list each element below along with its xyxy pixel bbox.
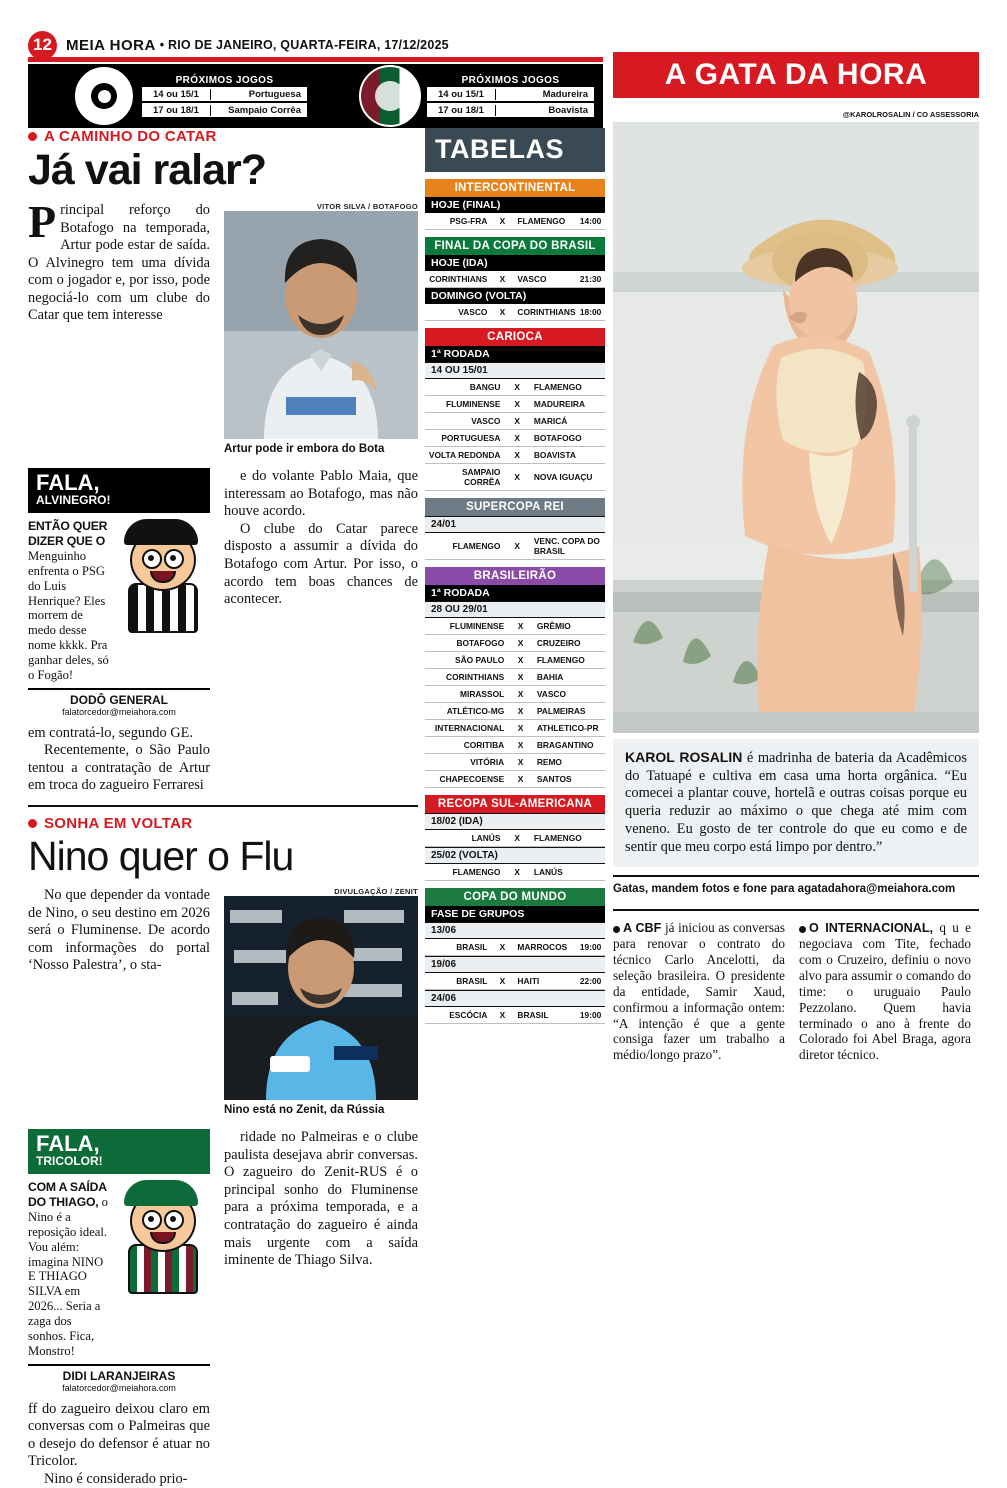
competition-block — [425, 567, 605, 788]
away-team: VENC. COPA DO BRASIL — [528, 533, 605, 560]
versus-separator: X — [506, 430, 527, 447]
story2-photo-credit: DIVULGAÇÃO / ZENIT — [334, 887, 418, 896]
fixture-round-label: 1ª RODADA — [425, 585, 605, 601]
fluminense-games — [427, 73, 602, 119]
fixture-table — [425, 618, 605, 788]
fixture-date-label: 14 OU 15/01 — [425, 362, 605, 379]
fala-alvinegro-title — [28, 468, 210, 513]
story2-kicker-label: SONHA EM VOLTAR — [44, 815, 193, 832]
competition-header: FINAL DA COPA DO BRASIL — [425, 237, 605, 255]
story2-photo — [224, 896, 418, 1100]
botafogo-games-header: PRÓXIMOS JOGOS — [175, 75, 274, 86]
fixture-table — [425, 304, 605, 321]
story1-photo-col — [224, 202, 418, 456]
bullet-icon — [28, 132, 37, 141]
story2-col2-p2: Nino é considerado prio- — [44, 1470, 188, 1487]
story1-lead-col — [28, 196, 210, 456]
table-row — [425, 771, 605, 788]
away-team: FLAMENGO — [511, 213, 576, 230]
drop-cap: P — [28, 196, 57, 247]
story1-top — [28, 196, 418, 456]
fala-alvinegro-email: falatorcedor@meiahora.com — [62, 706, 176, 717]
club-botafogo — [28, 64, 315, 128]
table-row — [425, 618, 605, 635]
briefs-section — [613, 909, 979, 1063]
story1-kicker-label: A CAMINHO DO CATAR — [44, 128, 217, 145]
story1-headline: Já vai ralar? — [28, 146, 267, 194]
masthead-top — [28, 30, 603, 60]
fixture-round-label: HOJE (FINAL) — [425, 197, 605, 213]
gata-banner-label: A GATA DA HORA — [664, 58, 928, 91]
table-row — [425, 635, 605, 652]
fixture-table — [425, 1007, 605, 1024]
gata-paragraph — [625, 749, 967, 856]
home-team: ESCÓCIA — [425, 1007, 493, 1024]
away-team: CRUZEIRO — [531, 635, 605, 652]
story1-photo — [224, 211, 418, 439]
home-team: SAMPAIO CORRÊA — [425, 464, 506, 491]
competition-header: CARIOCA — [425, 328, 605, 346]
versus-separator: X — [510, 686, 531, 703]
mascot-botafogo-icon — [114, 513, 210, 631]
home-team: INTERNACIONAL — [425, 720, 510, 737]
table-row — [425, 754, 605, 771]
home-team: MIRASSOL — [425, 686, 510, 703]
away-team: MADUREIRA — [528, 396, 605, 413]
match-time: 19:00 — [576, 939, 605, 956]
table-row — [425, 464, 605, 491]
story2-col3 — [224, 1129, 418, 1392]
table-row — [425, 864, 605, 881]
competition-header: INTERCONTINENTAL — [425, 179, 605, 197]
fala-alvinegro-signature-block — [28, 688, 210, 717]
versus-separator: X — [493, 271, 511, 288]
versus-separator: X — [493, 213, 511, 230]
away-team: GRÊMIO — [531, 618, 605, 635]
away-team: BOAVISTA — [528, 447, 605, 464]
club-fluminense — [315, 64, 602, 128]
story1-photo-credit: VITOR SILVA / BOTAFOGO — [316, 202, 418, 211]
right-column — [613, 110, 979, 1063]
table-row — [425, 973, 605, 990]
home-team: CORINTHIANS — [425, 669, 510, 686]
masthead-red-rule — [28, 57, 603, 62]
masthead — [28, 30, 603, 116]
away-team: BAHIA — [531, 669, 605, 686]
versus-separator: X — [506, 396, 527, 413]
fixture-date-label: 24/06 — [425, 990, 605, 1007]
story2-top — [28, 887, 418, 1117]
versus-separator: X — [506, 447, 527, 464]
game-opponent: Madureira — [495, 89, 594, 100]
table-row — [427, 87, 594, 101]
home-team: ATLÉTICO-MG — [425, 703, 510, 720]
home-team: FLAMENGO — [425, 533, 506, 560]
brief-text: q u e negociava com Tite, fechado com o Cruzeiro, definiu o novo alvo para assumir o comando do time: o uruguaio Paulo Pezzolano. Quem havia terminado o ano à frente do Colorado foi Abel Braga, agora diretor técnico. — [799, 920, 971, 1063]
botafogo-crest-icon — [72, 64, 136, 128]
versus-separator: X — [493, 1007, 511, 1024]
gata-footer-note: Gatas, mandem fotos e fone para agatadahora@meiahora.com — [613, 875, 979, 895]
story2-lead-col — [28, 887, 210, 1117]
fixture-table — [425, 973, 605, 990]
home-team: PORTUGUESA — [425, 430, 506, 447]
bullet-icon — [613, 926, 620, 933]
spacer-col-2 — [224, 1401, 418, 1488]
table-row — [425, 830, 605, 847]
story2-col2-p1: ff do zagueiro deixou claro em conversas com o Palmeiras que o desejo do defensor é atuar no Tricolor. — [28, 1400, 210, 1470]
fixture-date-label: 24/01 — [425, 516, 605, 533]
fixture-date-label: 25/02 (VOLTA) — [425, 847, 605, 864]
fala-tricolor-lead: COM A SAÍDA DO THIAGO, — [28, 1180, 107, 1210]
fala-tricolor-title-line1: FALA, — [36, 1131, 100, 1157]
competition-block — [425, 179, 605, 230]
story2-headline: Nino quer o Flu — [28, 833, 294, 879]
versus-separator: X — [493, 973, 511, 990]
table-row — [425, 1007, 605, 1024]
table-row — [425, 413, 605, 430]
gata-text-block — [613, 739, 979, 867]
story1-col2 — [224, 468, 418, 717]
match-time: 22:00 — [576, 973, 605, 990]
home-team: VITÓRIA — [425, 754, 510, 771]
gata-photo-credit: @KAROLROSALIN / CO ASSESSORIA — [842, 110, 979, 119]
table-row — [142, 103, 307, 117]
fixture-date-label: 19/06 — [425, 956, 605, 973]
gata-description: é madrinha de bateria da Acadêmicos do Tatuapé e cultiva em casa uma horta orgânica. “Eu comecei a plantar couve, hortelã e outras coisas porque eu queria reduzir ao máximo o que chega até mim com veneno. Eu gosto de ter controle do que eu como e de sentir que meu corpo está limpo por dentro.” — [625, 750, 967, 855]
home-team: CORINTHIANS — [425, 271, 493, 288]
story1-col2-text — [224, 468, 418, 609]
competition-block — [425, 328, 605, 491]
table-row — [425, 737, 605, 754]
game-date: 17 ou 18/1 — [153, 104, 199, 116]
away-team: ATHLETICO-PR — [531, 720, 605, 737]
table-row — [425, 720, 605, 737]
versus-separator: X — [510, 754, 531, 771]
table-row — [427, 103, 594, 117]
fixture-table — [425, 271, 605, 288]
competition-header: RECOPA SUL-AMERICANA — [425, 795, 605, 813]
fixture-table — [425, 533, 605, 560]
competition-block — [425, 795, 605, 881]
page-number: 12 — [28, 31, 57, 60]
brief-item — [799, 920, 971, 1063]
versus-separator: X — [510, 737, 531, 754]
competition-block — [425, 888, 605, 1024]
home-team: VASCO — [425, 304, 493, 321]
fixture-round-label: FASE DE GRUPOS — [425, 906, 605, 922]
versus-separator: X — [510, 618, 531, 635]
away-team: NOVA IGUAÇU — [528, 464, 605, 491]
fala-alvinegro-lead: ENTÃO QUER DIZER QUE O — [28, 519, 108, 549]
away-team: BRASIL — [511, 1007, 576, 1024]
mascot-cap — [124, 1180, 198, 1206]
versus-separator: X — [510, 703, 531, 720]
fala-tricolor-signature-block — [28, 1364, 210, 1393]
story1-col1-cont — [28, 725, 210, 795]
fala-tricolor-title-line2: TRICOLOR! — [36, 1154, 103, 1169]
home-team: BRASIL — [425, 939, 493, 956]
versus-separator: X — [510, 635, 531, 652]
publication-dateline: • RIO DE JANEIRO, QUARTA-FEIRA, 17/12/2025 — [159, 38, 449, 52]
home-team: VOLTA REDONDA — [425, 447, 506, 464]
away-team: HAITI — [511, 973, 576, 990]
away-team: VASCO — [531, 686, 605, 703]
away-team: REMO — [531, 754, 605, 771]
spacer-col — [224, 725, 418, 795]
fixture-date-label: 13/06 — [425, 922, 605, 939]
story1-col1-text — [28, 725, 210, 795]
story2-kicker — [28, 815, 418, 832]
story1-col2-p2: O clube do Catar parece disposto a assumir a dívida do Botafogo com Artur. Por isso, o acordo tem boas chances de acontecer. — [224, 520, 418, 608]
table-row — [425, 304, 605, 321]
match-time: 21:30 — [576, 271, 605, 288]
story2-col1 — [28, 887, 210, 975]
table-row — [142, 87, 307, 101]
game-date: 17 ou 18/1 — [438, 104, 484, 116]
bullet-icon — [28, 819, 37, 828]
home-team: FLUMINENSE — [425, 618, 510, 635]
story2-col2-text — [28, 1401, 210, 1488]
versus-separator: X — [493, 304, 511, 321]
karol-rosalin-photo-illustration — [613, 122, 979, 733]
fixture-table — [425, 864, 605, 881]
mascot-cap — [124, 519, 198, 545]
versus-separator: X — [506, 413, 527, 430]
fixture-table — [425, 830, 605, 847]
fala-tricolor-title — [28, 1129, 210, 1174]
nino-photo-illustration — [224, 896, 418, 1100]
away-team: CORINTHIANS — [511, 304, 576, 321]
away-team: FLAMENGO — [531, 652, 605, 669]
competition-block — [425, 237, 605, 321]
fala-alvinegro-title-line2: ALVINEGRO! — [36, 493, 111, 508]
fixture-date-label: 18/02 (IDA) — [425, 813, 605, 830]
versus-separator: X — [510, 652, 531, 669]
fluminense-games-header: PRÓXIMOS JOGOS — [461, 75, 560, 86]
fala-tricolor-text — [28, 1180, 110, 1358]
gata-name: KAROL ROSALIN — [625, 749, 743, 765]
story1-caption: Artur pode ir embora do Bota — [224, 443, 385, 455]
fixture-round-label: HOJE (IDA) — [425, 255, 605, 271]
fala-alvinegro-text — [28, 519, 110, 682]
story2-bottom — [28, 1401, 418, 1488]
story2-caption: Nino está no Zenit, da Rússia — [224, 1104, 385, 1116]
story1-bottom — [28, 725, 418, 795]
table-row — [425, 379, 605, 396]
fala-alvinegro — [28, 468, 210, 717]
home-team: CHAPECOENSE — [425, 771, 510, 788]
table-row — [425, 939, 605, 956]
home-team: CORITIBA — [425, 737, 510, 754]
away-team: BOTAFOGO — [528, 430, 605, 447]
table-row — [425, 396, 605, 413]
fala-alvinegro-title-line1: FALA, — [36, 470, 100, 496]
away-team: VASCO — [511, 271, 576, 288]
story1-col1-p2: Recentemente, o São Paulo tentou a contratação de Artur em troca do zagueiro Ferraresi — [28, 742, 210, 794]
fixture-round-label: 1ª RODADA — [425, 346, 605, 362]
game-date: 14 ou 15/1 — [153, 88, 199, 100]
home-team: PSG-FRA — [425, 213, 493, 230]
away-team: MARICÁ — [528, 413, 605, 430]
versus-separator: X — [506, 830, 527, 847]
away-team: BRAGANTINO — [531, 737, 605, 754]
fixture-table — [425, 379, 605, 491]
story2-col3-text — [224, 1129, 418, 1270]
home-team: BOTAFOGO — [425, 635, 510, 652]
story2-photo-col — [224, 887, 418, 1117]
brief-lead: O INTERNACIONAL, — [809, 921, 934, 936]
table-row — [425, 533, 605, 560]
table-row — [425, 669, 605, 686]
fixture-round-label: DOMINGO (VOLTA) — [425, 288, 605, 304]
away-team: MARROCOS — [511, 939, 576, 956]
match-time: 14:00 — [576, 213, 605, 230]
left-column — [28, 128, 418, 1488]
away-team: PALMEIRAS — [531, 703, 605, 720]
versus-separator: X — [506, 464, 527, 491]
versus-separator: X — [510, 771, 531, 788]
away-team: SANTOS — [531, 771, 605, 788]
brief-item — [613, 920, 785, 1063]
table-row — [425, 447, 605, 464]
fixture-date-label: 28 OU 29/01 — [425, 601, 605, 618]
versus-separator: X — [493, 939, 511, 956]
versus-separator: X — [506, 379, 527, 396]
bullet-icon — [799, 926, 806, 933]
fixture-table — [425, 939, 605, 956]
brief-text: já iniciou as conversas para renovar o contrato do técnico Carlo Ancelotti, da seleção brasileira. O presidente da entidade, Samir Xaud, confirmou a informação ontem: “A intenção é que a gente consiga fazer um trabalho a médio/longo prazo”. — [613, 920, 785, 1063]
versus-separator: X — [506, 533, 527, 560]
home-team: SÃO PAULO — [425, 652, 510, 669]
versus-separator: X — [510, 669, 531, 686]
fixture-table — [425, 213, 605, 230]
section-divider — [28, 805, 418, 807]
story1-lead-text: rincipal reforço do Botafogo na temporada, Artur pode estar de saída. O Alvinegro tem uma dívida com o jogador e, por isso, pode negociá-lo com um clube do Catar que tem interesse — [28, 202, 210, 324]
away-team: FLAMENGO — [528, 830, 605, 847]
home-team: LANÚS — [425, 830, 506, 847]
table-row — [425, 703, 605, 720]
match-time: 19:00 — [576, 1007, 605, 1024]
table-row — [425, 652, 605, 669]
table-row — [425, 686, 605, 703]
fala-tricolor-body: o Nino é a reposição ideal. Vou além: imagina NINO E THIAGO SILVA em 2026... Seria a zaga dos sonhos. Fica, Monstro! — [28, 1195, 108, 1358]
table-row — [425, 430, 605, 447]
gata-photo — [613, 122, 979, 733]
mascot-tricolor-icon — [114, 1174, 210, 1292]
competition-block — [425, 498, 605, 560]
brief-lead: A CBF — [623, 921, 662, 936]
tabelas-title: TABELAS — [425, 128, 605, 172]
match-time: 18:00 — [576, 304, 605, 321]
story1-col1-p1: em contratá-lo, segundo GE. — [28, 724, 194, 741]
story2-col1-p1: No que depender da vontade de Nino, o seu destino em 2026 será o Fluminense. De acordo com informações do portal ‘Nosso Palestra’, o sta- — [28, 887, 210, 974]
home-team: FLUMINENSE — [425, 396, 506, 413]
fala-tricolor-signature: DIDI LARANJEIRAS — [62, 1368, 176, 1383]
story2-col2 — [28, 1401, 210, 1488]
table-row — [425, 213, 605, 230]
versus-separator: X — [510, 720, 531, 737]
story1-col2-p1: e do volante Pablo Maia, que interessam ao Botafogo, mas não houve acordo. — [224, 468, 418, 520]
game-date: 14 ou 15/1 — [438, 88, 484, 100]
story1-lead — [28, 196, 210, 325]
competition-header: BRASILEIRÃO — [425, 567, 605, 585]
game-opponent: Boavista — [495, 105, 594, 116]
table-row — [425, 271, 605, 288]
home-team: FLAMENGO — [425, 864, 506, 881]
story1-kicker — [28, 128, 418, 145]
home-team: BRASIL — [425, 973, 493, 990]
fluminense-crest-icon — [359, 65, 421, 127]
home-team: BANGU — [425, 379, 506, 396]
publication-title: MEIA HORA — [66, 36, 156, 54]
versus-separator: X — [506, 864, 527, 881]
fala-tricolor — [28, 1129, 210, 1392]
away-team: FLAMENGO — [528, 379, 605, 396]
competition-list — [425, 179, 605, 1024]
next-games-strip — [28, 64, 603, 128]
artur-photo-illustration — [224, 211, 418, 439]
fala-tricolor-email: falatorcedor@meiahora.com — [62, 1382, 176, 1393]
gata-da-hora-banner — [613, 52, 979, 98]
away-team: LANÚS — [528, 864, 605, 881]
tabelas-section — [425, 128, 605, 1024]
fala-tricolor-block — [28, 1129, 418, 1392]
competition-header: SUPERCOPA REI — [425, 498, 605, 516]
competition-header: COPA DO MUNDO — [425, 888, 605, 906]
game-opponent: Portuguesa — [210, 89, 307, 100]
botafogo-games — [142, 73, 315, 119]
fala-alvinegro-signature: DODÔ GENERAL — [69, 692, 168, 707]
fala-alvinegro-block — [28, 468, 418, 717]
game-opponent: Sampaio Corrêa — [210, 105, 307, 116]
story2-col3-p1: ridade no Palmeiras e o clube paulista desejava abrir conversas. O zagueiro do Zenit-RUS é o principal sonho do Fluminense para a próxima temporada, e a contratação do zagueiro é ainda mais urgente com a saída iminente de Thiago Silva. — [224, 1129, 418, 1269]
fala-alvinegro-body: Menguinho enfrenta o PSG do Luis Henrique? Eles morrem de medo desse nome kkkk. Pra ganhar deles, só o Fogão! — [28, 549, 109, 682]
home-team: VASCO — [425, 413, 506, 430]
